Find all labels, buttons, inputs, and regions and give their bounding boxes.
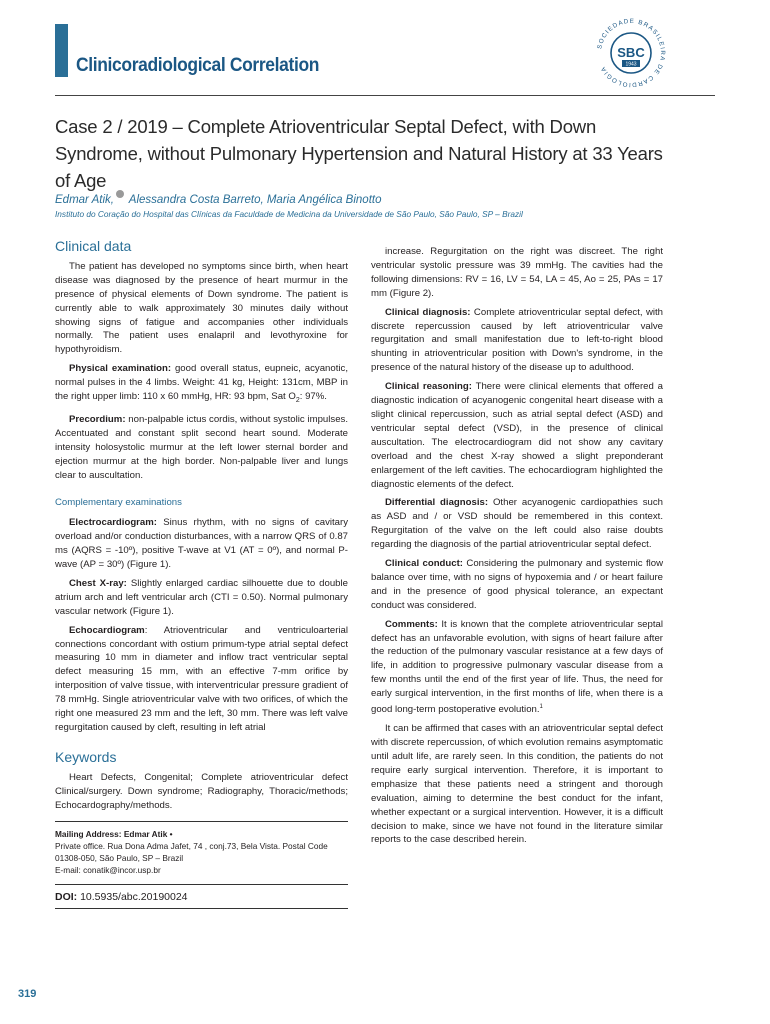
echo-label: Echocardiogram bbox=[69, 624, 145, 636]
mailing-line: Private office. Rua Dona Adma Jafet, 74 , conj.73, Bela Vista. Postal Code bbox=[55, 840, 328, 851]
orcid-icon[interactable] bbox=[116, 190, 124, 198]
author-rest: Alessandra Costa Barreto, Maria Angélica Binotto bbox=[126, 193, 382, 206]
comments-paragraph: Comments: It is known that the complete atrioventricular septal defect has an unfavorable evolution, with signs of heart failure after the reduction of the pulmonary vascular resistance at a few days of life, in addition to progressive pulmonary vascular disease from a few months until the end of the first year of life. Thus, the need for early surgical intervention, in the first months of life, when there is a good long-term postoperative evolution.$^1$ bbox=[371, 618, 663, 716]
right-column bbox=[371, 245, 663, 852]
logo-ring-text: SOCIEDADE BRASILEIRA DE CARDIOLOGIA bbox=[596, 17, 667, 89]
article-title: Case 2 / 2019 – Complete Atrioventricular Septal Defect, with Down Syndrome, without Pulmonary Hypertension and Natural History at 33 Years of Age bbox=[55, 116, 663, 191]
clinical-reasoning-paragraph: Clinical reasoning: There were clinical elements that offered a diagnostic indication of acyanogenic congenital heart disease with a slight clinical repercussion, such as atrial septal defect (ASD) and ventricular septal defect (VSD), in the presence of clinical auscultation. The electrocardiogram did not show any cavitary overload and the chest X-ray showed a slight preponderant enlargement of the left cavities. The echocardiogram highlighted the diagnostic elements of the defect. bbox=[371, 381, 663, 490]
differential-diagnosis-paragraph: Differential diagnosis: Other acyanogenic cardiopathies such as ASD and / or VSD should be remembered in this context. Regurgitation of the valve on the left could also raise doubts regarding the diagnosis of the partial atrioventricular septal defect. bbox=[371, 497, 664, 551]
differential-diagnosis-label: Differential diagnosis: bbox=[385, 497, 489, 509]
email-link[interactable]: E-mail: conatik@incor.usp.br bbox=[55, 864, 161, 875]
logo-abbr: SBC bbox=[617, 45, 645, 60]
precordium-label: Precordium: bbox=[69, 413, 126, 425]
complementary-exams-heading: Complementary examinations bbox=[55, 497, 182, 509]
physical-exam-paragraph: Physical examination: good overall status, eupneic, acyanotic, normal pulses in the 4 limbs. Weight: 41 kg, Height: 131cm, MBP in the right upper limb: 110 x 60 mmHg, HR: 93 bpm, Sat $O_2$: 97%. bbox=[55, 363, 348, 404]
page-number: 319 bbox=[18, 988, 37, 1000]
reference-superscript[interactable]: 1 bbox=[539, 704, 543, 711]
conclusion-paragraph: It can be affirmed that cases with an atrioventricular septal defect with discrete repercussion, of which evolution remains asymptomatic until adult life, are rarely seen. In this condition, the patients do not require early surgical intervention. Therefore, it is important to emphasize that these patients need a stringent and thorough evaluation, aiming to determine the best conduct for the infant, whether expectant or a surgical intervention. However, it is a difficult decision to make, since we have not found in the literature similar reports to the case described herein. bbox=[371, 723, 663, 846]
ecg-label: Electrocardiogram: bbox=[69, 517, 157, 529]
doi-link[interactable]: 10.5935/abc.20190024 bbox=[77, 890, 188, 903]
affiliation: Instituto do Coração do Hospital das Clínicas da Faculdade de Medicina da Universidade de São Paulo, São Paulo, SP – Brazil bbox=[55, 209, 523, 219]
logo-year: 1943 bbox=[625, 61, 637, 68]
keywords-text: Heart Defects, Congenital; Complete atrioventricular defect Clinical/surgery. Down syndrome; Radiography, Thoracic/methods; Echocardography/methods. bbox=[55, 771, 348, 811]
doi-label: DOI: bbox=[55, 890, 78, 903]
clinical-diagnosis-label: Clinical diagnosis: bbox=[385, 306, 471, 318]
header-rule bbox=[55, 95, 715, 96]
comments-label: Comments: bbox=[385, 618, 438, 630]
mailing-label: Mailing Address: Edmar Atik • bbox=[55, 828, 173, 839]
physical-exam-label: Physical examination: bbox=[69, 363, 172, 375]
section-label: Clinicoradiological Correlation bbox=[76, 55, 320, 76]
section-accent-bar bbox=[55, 24, 68, 77]
keywords-heading: Keywords bbox=[55, 748, 117, 765]
author-list bbox=[55, 190, 382, 206]
mailing-line: 01308-050, São Paulo, SP – Brazil bbox=[55, 852, 184, 863]
echo-continued-paragraph: increase. Regurgitation on the right was discreet. The right ventricular systolic pressure was 39 mmHg. The cavities had the following dimensions: RV = 16, LV = 54, LA = 45, Ao = 25, PAs = 17 mm (Figure 2). bbox=[371, 246, 663, 299]
author-first: Edmar Atik, bbox=[55, 193, 115, 206]
left-column bbox=[55, 240, 348, 909]
clinical-conduct-label: Clinical conduct: bbox=[385, 558, 464, 570]
echo-paragraph: Echocardiogram: Atrioventricular and ventriculoarterial connections concordant with ostium primum-type atrial septal defect measuring 10 mm in diameter and inflow tract ventricular septal defect measuring 15 mm, with an effective 7-mm orifice by interposition of valve tissue, with interventricular pressure gradient of 78 mmHg. Single atrioventricular valve with two orifices, of which the right one measured 23 mm and the left, 30 mm. There was left valve regurgitation caused by cleft, resulting in left atrial bbox=[55, 624, 348, 733]
clinical-data-heading: Clinical data bbox=[55, 238, 132, 254]
clinical-diagnosis-paragraph: Clinical diagnosis: Complete atrioventricular septal defect, with discrete repercussion caused by left atrioventricular valve regurgitation and small manifestation due to left-to-right blood shunting in atrioventricular position with Down's syndrome, in the presence of the natural history of the disease up to adulthood. bbox=[371, 306, 664, 374]
xray-label: Chest X-ray: bbox=[69, 577, 127, 589]
precordium-paragraph: Precordium: non-palpable ictus cordis, without systolic impulses. Accentuated and constant split second heart sound. Moderate intensity holosystolic murmur at the left lower sternal border and ejection murmur at the high border. Non-palpable liver and lungs clear to auscultation. bbox=[55, 413, 348, 481]
mailing-address bbox=[55, 821, 348, 876]
ecg-paragraph: Electrocardiogram: Sinus rhythm, with no signs of cavitary overload and/or conduction disturbances, with a narrow QRS of 0.87 ms (AQRS = -10º), positive T-wave at V1 (AT = 0º), and normal P-wave (AP = 30º) (Figure 1). bbox=[55, 517, 348, 571]
clinical-reasoning-label: Clinical reasoning: bbox=[385, 381, 472, 393]
clinical-conduct-paragraph: Clinical conduct: Considering the pulmonary and systemic flow balance over time, with no signs of hypoxemia and / or heart failure and in the presence of good physical tolerance, an expectant conduct was considered. bbox=[371, 558, 663, 611]
doi-box bbox=[55, 884, 348, 910]
clinical-paragraph: The patient has developed no symptoms since birth, when heart disease was diagnosed by the presence of heart murmur in the presence of physical elements of Down syndrome. The patient is currently able to walk approximately 30 minutes daily without showing signs of fatigue and accompanies other individuals normally. The patient uses enalapril and levothyroxine for hypothyroidism. bbox=[55, 260, 348, 356]
xray-paragraph: Chest X-ray: Slightly enlarged cardiac silhouette due to double atrium arch and left ventricular arch (CTI = 0.50). Normal pulmonary vascular network (Figure 1). bbox=[55, 577, 348, 617]
sbc-logo bbox=[590, 12, 672, 94]
